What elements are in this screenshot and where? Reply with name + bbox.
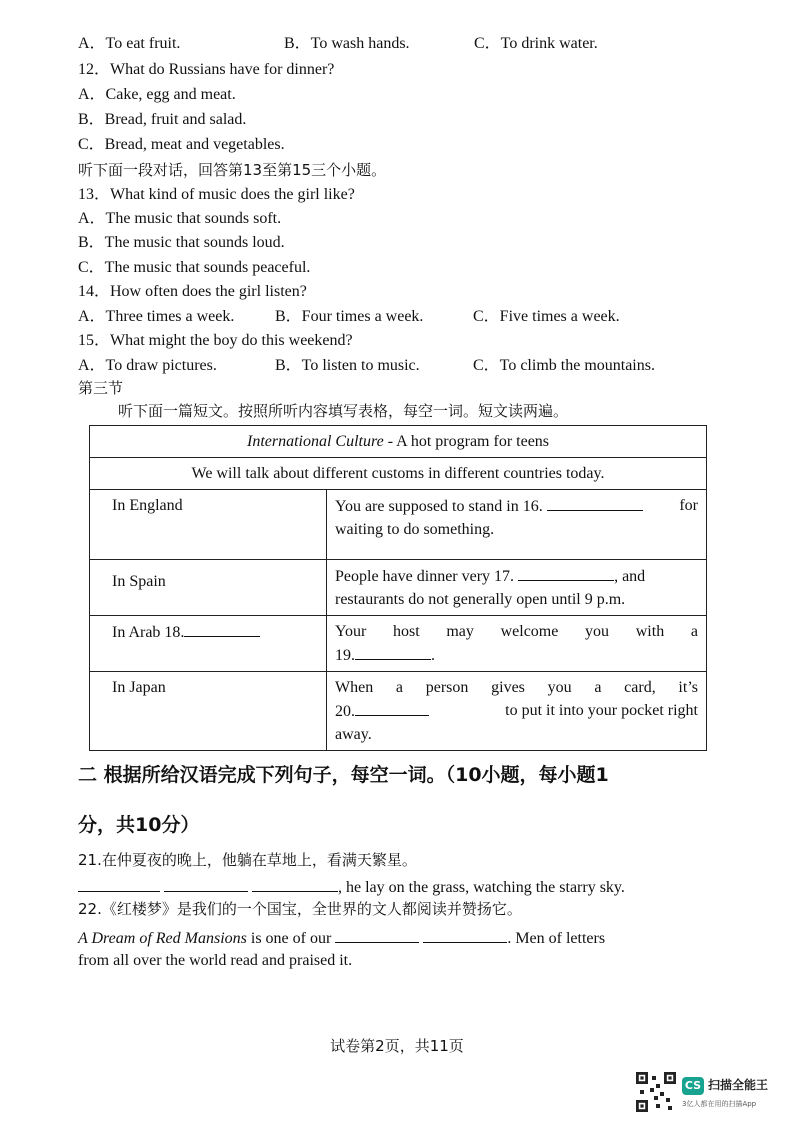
q15-options — [78, 356, 655, 376]
q12-option-c: C．Bread, meat and vegetables. — [78, 136, 285, 153]
q14-option-b: B．Four times a week. — [275, 308, 424, 325]
q15-option-c: C．To climb the mountains. — [473, 357, 655, 374]
q11-option-a: A．To eat fruit. — [78, 35, 181, 52]
table-row — [90, 560, 707, 616]
custom-cell: People have dinner very 17. , and restaurants do not generally open until 9 p.m. — [327, 560, 707, 616]
blank-18[interactable] — [184, 620, 260, 637]
q22-english: A Dream of Red Mansions is one of our . Men of letters — [78, 926, 605, 949]
table-row — [90, 490, 707, 560]
q13-option-b: B．The music that sounds loud. — [78, 234, 285, 251]
blank-17[interactable] — [518, 564, 614, 581]
blank-20[interactable] — [355, 699, 429, 716]
section3-instruction: 听下面一篇短文。按照所听内容填写表格，每空一词。短文读两遍。 — [118, 402, 569, 420]
camscanner-name: 扫描全能王 — [708, 1078, 769, 1092]
q13-question: 13．What kind of music does the girl like? — [78, 186, 355, 203]
table-row — [90, 672, 707, 751]
q22-english-line2: from all over the world read and praised it. — [78, 952, 353, 969]
q21-english: , he lay on the grass, watching the starry sky. — [78, 875, 625, 898]
q14-option-c: C．Five times a week. — [473, 308, 620, 325]
q21-blank-3[interactable] — [252, 875, 338, 892]
table-title: International Culture - A hot program for teens — [90, 426, 707, 458]
q12-question: 12．What do Russians have for dinner? — [78, 61, 335, 78]
table-intro-row — [90, 458, 707, 490]
q22-blank-2[interactable] — [423, 926, 507, 943]
page-footer: 试卷第2页，共11页 — [330, 1037, 464, 1055]
qr-code-icon — [636, 1072, 676, 1112]
camscanner-tagline: 3亿人都在用的扫描App — [682, 1100, 757, 1108]
blank-19[interactable] — [355, 643, 431, 660]
table-title-row — [90, 426, 707, 458]
q13-option-c: C．The music that sounds peaceful. — [78, 259, 311, 276]
q21-chinese: 21.在仲夏夜的晚上，他躺在草地上，看满天繁星。 — [78, 851, 417, 869]
q15-option-a: A．To draw pictures. — [78, 357, 217, 374]
custom-cell: When a person gives you a card, it’s 20. to put it into your pocket right away. — [327, 672, 707, 751]
camscanner-logo: CS — [682, 1077, 704, 1095]
table-row — [90, 616, 707, 672]
table-intro: We will talk about different customs in different countries today. — [90, 458, 707, 490]
part2-heading-line2: 分，共10分） — [78, 814, 200, 836]
country-label: In Japan — [90, 672, 327, 751]
q14-option-a: A．Three times a week. — [78, 308, 235, 325]
culture-table — [89, 425, 707, 751]
country-label-cell: In Arab 18. — [90, 616, 327, 672]
custom-cell: Your host may welcome you with a 19. . — [327, 616, 707, 672]
q22-blank-1[interactable] — [335, 926, 419, 943]
q13-option-a: A．The music that sounds soft. — [78, 210, 282, 227]
q15-question: 15．What might the boy do this weekend? — [78, 332, 353, 349]
q22-chinese: 22.《红楼梦》是我们的一个国宝，全世界的文人都阅读并赞扬它。 — [78, 900, 522, 918]
section3-title: 第三节 — [78, 379, 124, 397]
dialog-instruction: 听下面一段对话，回答第13至第15三个小题。 — [78, 161, 387, 179]
q12-option-a: A．Cake, egg and meat. — [78, 86, 236, 103]
q11-option-b: B．To wash hands. — [284, 35, 410, 52]
part2-heading-line1: 二 根据所给汉语完成下列句子，每空一词。（10小题，每小题1 — [78, 764, 609, 786]
q12-option-b: B．Bread, fruit and salad. — [78, 111, 247, 128]
q21-blank-1[interactable] — [78, 875, 160, 892]
q14-question: 14．How often does the girl listen? — [78, 283, 307, 300]
q11-option-c: C．To drink water. — [474, 35, 598, 52]
q21-blank-2[interactable] — [164, 875, 248, 892]
q15-option-b: B．To listen to music. — [275, 357, 420, 374]
country-label: In England — [90, 490, 327, 560]
custom-cell: You are supposed to stand in 16. for waiting to do something. — [327, 490, 707, 560]
blank-16[interactable] — [547, 494, 643, 511]
country-label: In Spain — [90, 560, 327, 616]
q11-options — [78, 34, 598, 54]
q14-options — [78, 307, 620, 327]
